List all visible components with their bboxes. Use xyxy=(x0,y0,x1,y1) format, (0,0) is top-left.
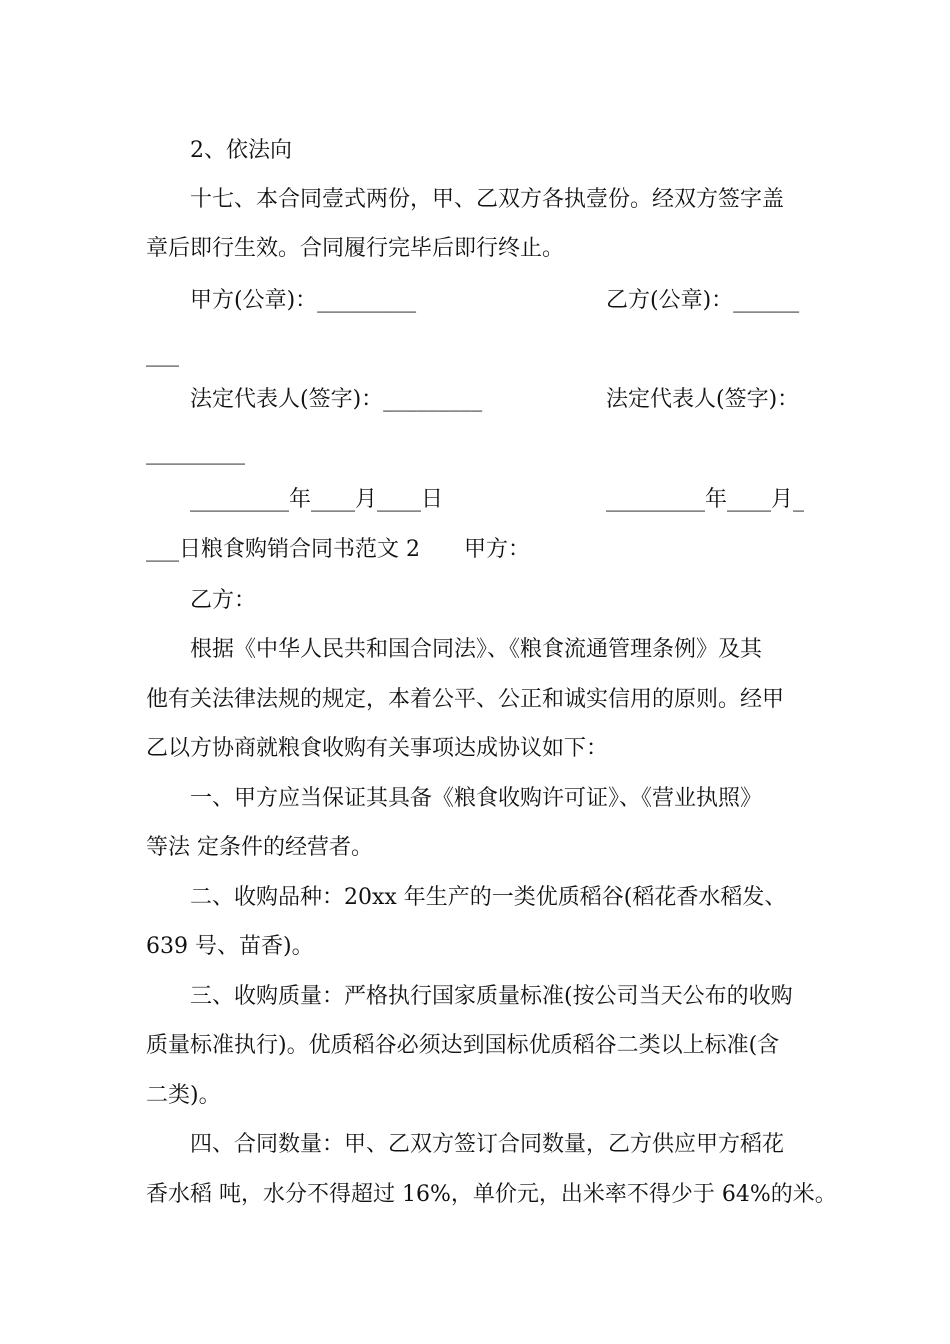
preamble-line-2: 他有关法律法规的规定，本着公平、公正和诚实信用的原则。经甲 xyxy=(146,687,785,712)
clause-3-line-2: 质量标准执行)。优质稻谷必须达到国标优质稻谷二类以上标准(含 xyxy=(146,1033,780,1058)
party-b-representative: 法定代表人(签字)： xyxy=(606,387,800,412)
clause-4-line-1: 四、合同数量：甲、乙双方签订合同数量，乙方供应甲方稻花 xyxy=(190,1132,785,1157)
party-b-seal: 乙方(公章)：______ xyxy=(606,288,800,313)
preamble-line-1: 根据《中华人民共和国合同法》、《粮食流通管理条例》及其 xyxy=(190,637,763,662)
clause-17-line-1: 十七、本合同壹式两份，甲、乙双方各执壹份。经双方签字盖 xyxy=(190,187,785,212)
clause-4-line-2: 香水稻 吨，水分不得超过 16%，单价元，出米率不得少于 64%的米。 xyxy=(146,1182,837,1207)
clause-3-line-1: 三、收购质量：严格执行国家质量标准(按公司当天公布的收购 xyxy=(190,984,793,1009)
preamble-line-3: 乙以方协商就粮食收购有关事项达成协议如下： xyxy=(146,736,609,761)
party-a-representative: 法定代表人(签字)：_________ xyxy=(190,387,483,412)
party-a-date: _________年____月____日 xyxy=(190,487,444,512)
clause-1-line-2: 等法 定条件的经营者。 xyxy=(146,835,373,860)
clause-1-line-1: 一、甲方应当保证其具备《粮食收购许可证》、《营业执照》 xyxy=(190,786,763,811)
clause-line: 2、依法向 xyxy=(190,138,292,163)
clause-3-line-3: 二类)。 xyxy=(146,1083,221,1108)
party-b-seal-continued: ___ xyxy=(146,342,179,367)
clause-17-line-2: 章后即行生效。合同履行完毕后即行终止。 xyxy=(146,236,565,261)
party-b-date: _________年____月_ xyxy=(606,487,805,512)
party-b-label: 乙方： xyxy=(190,588,257,613)
party-a-seal: 甲方(公章)：_________ xyxy=(190,288,417,313)
party-b-representative-blank: _________ xyxy=(146,440,245,465)
clause-2-line-1: 二、收购品种：20xx 年生产的一类优质稻谷(稻花香水稻发、 xyxy=(190,885,787,910)
clause-2-line-2: 639 号、苗香)。 xyxy=(146,934,314,959)
sample-2-heading: ___日粮食购销合同书范文 2 甲方： xyxy=(146,537,530,562)
